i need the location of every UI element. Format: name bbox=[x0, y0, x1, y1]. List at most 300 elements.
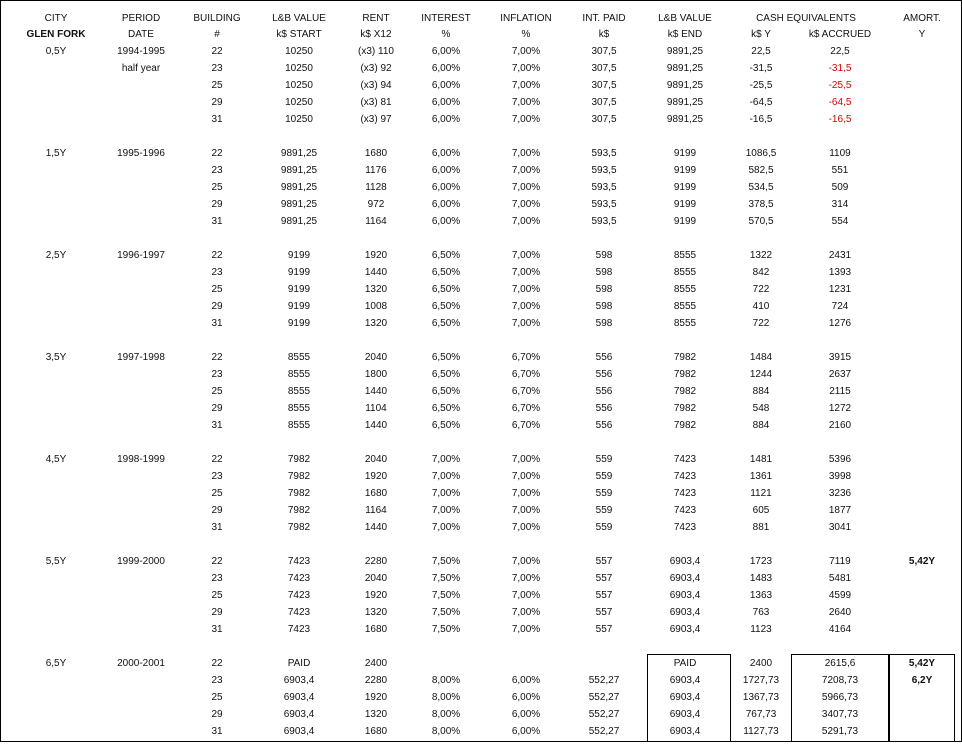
cell-rent: 1440 bbox=[364, 386, 388, 397]
cell-int-paid: 559 bbox=[595, 488, 613, 499]
cell-building: 25 bbox=[211, 284, 223, 295]
cell-cash-y: 534,5 bbox=[748, 182, 774, 193]
cell-building: 31 bbox=[211, 522, 223, 533]
cell-rent: 1320 bbox=[364, 709, 388, 720]
header-kend: k$ END bbox=[667, 29, 703, 40]
cell-lb-end: 8555 bbox=[673, 301, 697, 312]
cell-inflation: 7,00% bbox=[511, 97, 541, 108]
cell-int-paid: 307,5 bbox=[591, 97, 617, 108]
cell-inflation: 6,70% bbox=[511, 403, 541, 414]
cell-period-date: 1999-2000 bbox=[117, 556, 165, 567]
cell-cash-y: 1244 bbox=[749, 369, 773, 380]
cell-int-paid: 557 bbox=[595, 607, 613, 618]
cell-building: 22 bbox=[211, 250, 223, 261]
cell-building: 22 bbox=[211, 352, 223, 363]
cell-int-paid: 593,5 bbox=[591, 199, 617, 210]
cell-inflation: 7,00% bbox=[511, 522, 541, 533]
cell-rent: (x3) 110 bbox=[358, 46, 394, 57]
cell-cash-y: 842 bbox=[752, 267, 770, 278]
cell-period-date: 1995-1996 bbox=[117, 148, 165, 159]
cell-cash-y: 605 bbox=[752, 505, 770, 516]
table-row bbox=[1, 451, 961, 468]
cell-cash-y: 767,73 bbox=[745, 709, 777, 720]
cell-inflation bbox=[491, 655, 561, 672]
cell-cash-accrued: 2640 bbox=[828, 607, 852, 618]
cell-rent: 1128 bbox=[365, 182, 387, 193]
cell-int-paid: 307,5 bbox=[591, 63, 617, 74]
cell-lb-end: 6903,4 bbox=[669, 573, 701, 584]
cell-rent: 1440 bbox=[364, 267, 388, 278]
cell-lb-start: 7982 bbox=[287, 505, 311, 516]
cell-rent: 1104 bbox=[365, 403, 387, 414]
table-row bbox=[1, 502, 961, 519]
table-row bbox=[1, 485, 961, 502]
cell-int-paid: 559 bbox=[595, 505, 613, 516]
cell-cash-accrued: 3236 bbox=[828, 488, 852, 499]
cell-lb-end: 9199 bbox=[673, 182, 697, 193]
cell-cash-y: 884 bbox=[752, 420, 770, 431]
cell-cash-y: 1367,73 bbox=[742, 692, 780, 703]
cell-rent: 1008 bbox=[364, 301, 388, 312]
cell-building: 23 bbox=[211, 63, 223, 74]
cell-interest: 6,00% bbox=[431, 148, 461, 159]
table-row bbox=[1, 417, 961, 434]
cell-cash-accrued: -16,5 bbox=[828, 114, 852, 125]
cell-building: 23 bbox=[211, 369, 223, 380]
cell-int-paid: 598 bbox=[595, 284, 613, 295]
cell-rent: 2040 bbox=[364, 352, 388, 363]
cell-interest: 6,00% bbox=[431, 165, 461, 176]
table-row bbox=[1, 383, 961, 400]
cell-lb-end: 9891,25 bbox=[666, 114, 704, 125]
cell-interest: 8,00% bbox=[431, 692, 461, 703]
cell-city-period: 1,5Y bbox=[45, 148, 67, 159]
cell-period-date: 1997-1998 bbox=[117, 352, 165, 363]
cell-cash-y: 378,5 bbox=[748, 199, 774, 210]
cell-rent: 1320 bbox=[364, 607, 388, 618]
header-row-2 bbox=[1, 26, 961, 43]
header-row-1 bbox=[1, 10, 961, 27]
cell-interest: 6,50% bbox=[431, 284, 461, 295]
cell-inflation: 7,00% bbox=[511, 250, 541, 261]
cell-building: 22 bbox=[211, 454, 223, 465]
cell-building: 23 bbox=[211, 573, 223, 584]
cell-building: 22 bbox=[211, 556, 223, 567]
cell-building: 25 bbox=[211, 590, 223, 601]
cell-int-paid: 557 bbox=[595, 556, 613, 567]
cell-lb-end: 6903,4 bbox=[669, 556, 701, 567]
cell-inflation: 6,70% bbox=[511, 369, 541, 380]
cell-inflation: 7,00% bbox=[511, 318, 541, 329]
cell-inflation: 6,00% bbox=[511, 726, 541, 737]
table-row bbox=[1, 400, 961, 417]
cell-cash-accrued: 4599 bbox=[828, 590, 852, 601]
cell-building: 31 bbox=[211, 216, 223, 227]
cell-building: 23 bbox=[211, 471, 223, 482]
cell-inflation: 7,00% bbox=[511, 505, 541, 516]
cell-int-paid: 556 bbox=[595, 403, 613, 414]
cell-building: 23 bbox=[211, 675, 223, 686]
cell-cash-y: 722 bbox=[752, 318, 770, 329]
cell-interest: 6,00% bbox=[431, 114, 461, 125]
cell-interest: 6,00% bbox=[431, 63, 461, 74]
table-row bbox=[1, 213, 961, 230]
cell-cash-accrued: 1276 bbox=[828, 318, 852, 329]
cell-int-paid: 593,5 bbox=[591, 216, 617, 227]
cell-int-paid: 593,5 bbox=[591, 165, 617, 176]
cell-lb-start: 7423 bbox=[287, 573, 311, 584]
cell-lb-end: 9199 bbox=[673, 165, 697, 176]
header-building-num: # bbox=[214, 29, 220, 40]
cell-lb-start: 7982 bbox=[287, 522, 311, 533]
cell-cash-accrued: 5396 bbox=[828, 454, 852, 465]
table-row bbox=[1, 111, 961, 128]
table-row bbox=[1, 621, 961, 638]
cell-rent: 1440 bbox=[364, 420, 388, 431]
cell-interest: 6,50% bbox=[431, 301, 461, 312]
cell-cash-accrued: 1272 bbox=[828, 403, 852, 414]
cell-rent: 1164 bbox=[365, 505, 387, 516]
cell-rent: 1680 bbox=[364, 726, 388, 737]
cell-cash-accrued: 2115 bbox=[829, 386, 851, 397]
cell-lb-end: 6903,4 bbox=[669, 607, 701, 618]
cell-cash-accrued: 5966,73 bbox=[821, 692, 859, 703]
cell-lb-end: 9891,25 bbox=[666, 46, 704, 57]
cell-interest: 7,50% bbox=[431, 607, 461, 618]
cell-building: 29 bbox=[211, 607, 223, 618]
cell-inflation: 6,00% bbox=[511, 692, 541, 703]
cell-cash-y: 722 bbox=[752, 284, 770, 295]
cell-building: 22 bbox=[211, 46, 223, 57]
cell-inflation: 7,00% bbox=[511, 590, 541, 601]
cell-int-paid: 559 bbox=[595, 522, 613, 533]
cell-interest: 6,50% bbox=[431, 267, 461, 278]
cell-building: 31 bbox=[211, 726, 223, 737]
cell-int-paid: 307,5 bbox=[591, 80, 617, 91]
cell-building: 29 bbox=[211, 97, 223, 108]
cell-cash-accrued: 2637 bbox=[828, 369, 852, 380]
cell-cash-accrued: 3998 bbox=[828, 471, 852, 482]
cell-lb-end: 8555 bbox=[673, 250, 697, 261]
cell-city-period: 2,5Y bbox=[45, 250, 67, 261]
cell-inflation: 7,00% bbox=[511, 624, 541, 635]
cell-interest: 8,00% bbox=[431, 726, 461, 737]
header-int-paid-k: k$ bbox=[598, 29, 610, 40]
cell-building: 29 bbox=[211, 403, 223, 414]
cell-cash-accrued: 1109 bbox=[829, 148, 851, 159]
cell-inflation: 7,00% bbox=[511, 454, 541, 465]
cell-cash-accrued: 551 bbox=[831, 165, 849, 176]
cell-int-paid: 559 bbox=[595, 471, 613, 482]
cell-lb-start: 6903,4 bbox=[283, 675, 315, 686]
cell-lb-end: 8555 bbox=[673, 318, 697, 329]
cell-inflation: 7,00% bbox=[511, 199, 541, 210]
cell-lb-start: 9199 bbox=[287, 284, 311, 295]
header-rent: RENT bbox=[362, 13, 390, 24]
table-row bbox=[1, 570, 961, 587]
cell-cash-y: 2400 bbox=[749, 658, 773, 669]
cell-building: 23 bbox=[211, 267, 223, 278]
cell-lb-end: 9199 bbox=[673, 148, 697, 159]
cell-lb-end: 9891,25 bbox=[666, 63, 704, 74]
header-inflation-pct: % bbox=[521, 29, 531, 40]
cell-rent: 1920 bbox=[364, 250, 388, 261]
cell-lb-end: 8555 bbox=[673, 284, 697, 295]
cell-period-date: 1998-1999 bbox=[117, 454, 165, 465]
cell-interest: 6,00% bbox=[431, 182, 461, 193]
cell-cash-accrued: 5481 bbox=[828, 573, 852, 584]
cell-cash-y: 1484 bbox=[749, 352, 773, 363]
table-row bbox=[1, 349, 961, 366]
cell-inflation: 7,00% bbox=[511, 182, 541, 193]
cell-lb-start: 8555 bbox=[287, 352, 311, 363]
cell-lb-end: PAID bbox=[673, 658, 697, 669]
cell-cash-y: 1363 bbox=[749, 590, 773, 601]
cell-lb-start: 10250 bbox=[285, 80, 313, 91]
cell-inflation: 7,00% bbox=[511, 63, 541, 74]
cell-inflation: 7,00% bbox=[511, 165, 541, 176]
cell-inflation: 7,00% bbox=[511, 267, 541, 278]
cell-int-paid: 556 bbox=[595, 386, 613, 397]
cell-cash-accrued: 3407,73 bbox=[821, 709, 859, 720]
cell-cash-y: 1123 bbox=[750, 624, 772, 635]
cell-lb-end: 6903,4 bbox=[669, 692, 701, 703]
cell-interest: 6,50% bbox=[431, 369, 461, 380]
cell-rent: 972 bbox=[367, 199, 385, 210]
cell-cash-accrued: -25,5 bbox=[828, 80, 852, 91]
cell-int-paid: 557 bbox=[595, 590, 613, 601]
cell-period-date: 1996-1997 bbox=[117, 250, 165, 261]
table-row bbox=[1, 604, 961, 621]
cell-amortization: 5,42Y bbox=[908, 556, 936, 567]
table-row bbox=[1, 587, 961, 604]
cell-int-paid: 593,5 bbox=[591, 182, 617, 193]
cell-building: 22 bbox=[211, 658, 223, 669]
header-amort-y: Y bbox=[918, 29, 926, 40]
cell-interest: 7,50% bbox=[431, 573, 461, 584]
cell-rent: 1176 bbox=[365, 165, 387, 176]
cell-rent: (x3) 92 bbox=[360, 63, 392, 74]
cell-lb-start: 10250 bbox=[285, 97, 313, 108]
cell-lb-start: 9199 bbox=[287, 301, 311, 312]
cell-lb-end: 8555 bbox=[673, 267, 697, 278]
cell-city-period: 5,5Y bbox=[45, 556, 67, 567]
cell-building: 25 bbox=[211, 692, 223, 703]
table-row bbox=[1, 672, 961, 689]
cell-cash-y: 881 bbox=[752, 522, 770, 533]
cell-int-paid: 557 bbox=[595, 573, 613, 584]
cell-inflation: 7,00% bbox=[511, 114, 541, 125]
cell-rent: 1164 bbox=[365, 216, 387, 227]
header-cash-accrued: k$ ACCRUED bbox=[808, 29, 872, 40]
cell-inflation: 6,00% bbox=[511, 675, 541, 686]
cell-lb-start: 9199 bbox=[287, 267, 311, 278]
cell-cash-y: 1127,73 bbox=[743, 726, 779, 737]
header-cash-equivalents: CASH EQUIVALENTS bbox=[756, 13, 856, 24]
cell-period-note: half year bbox=[121, 63, 161, 74]
cell-interest: 7,00% bbox=[431, 488, 461, 499]
cell-cash-y: 1322 bbox=[749, 250, 773, 261]
cell-interest: 7,00% bbox=[431, 471, 461, 482]
cell-lb-end: 6903,4 bbox=[669, 726, 701, 737]
table-row bbox=[1, 43, 961, 60]
table-row bbox=[1, 519, 961, 536]
cell-building: 31 bbox=[211, 624, 223, 635]
header-date: DATE bbox=[128, 29, 154, 40]
cell-cash-y: 763 bbox=[752, 607, 770, 618]
cell-lb-start: 9891,25 bbox=[280, 182, 318, 193]
cell-cash-accrued: 7208,73 bbox=[821, 675, 859, 686]
cell-lb-start: 7982 bbox=[287, 454, 311, 465]
cell-lb-start: 10250 bbox=[285, 114, 313, 125]
cell-cash-y: 22,5 bbox=[751, 46, 771, 57]
cell-int-paid: 559 bbox=[595, 454, 613, 465]
cell-lb-start: 8555 bbox=[287, 369, 311, 380]
cell-cash-y: 1483 bbox=[749, 573, 773, 584]
cell-lb-start: 7982 bbox=[287, 471, 311, 482]
cell-lb-start: 8555 bbox=[287, 386, 311, 397]
cell-int-paid: 552,27 bbox=[588, 709, 620, 720]
cell-rent: 2280 bbox=[364, 556, 388, 567]
cell-lb-start: 7423 bbox=[287, 590, 311, 601]
cell-lb-end: 7423 bbox=[673, 505, 697, 516]
header-lb-end: L&B VALUE bbox=[658, 13, 712, 24]
cell-cash-y: 1121 bbox=[750, 488, 772, 499]
cell-int-paid: 593,5 bbox=[591, 148, 617, 159]
cell-cash-accrued: 7119 bbox=[829, 556, 851, 567]
cell-cash-y: 1723 bbox=[749, 556, 773, 567]
cell-rent: 1680 bbox=[364, 148, 388, 159]
cell-city-period: 4,5Y bbox=[45, 454, 67, 465]
header-interest-pct: % bbox=[441, 29, 451, 40]
cell-building: 31 bbox=[211, 318, 223, 329]
cell-rent: 1920 bbox=[364, 471, 388, 482]
cell-int-paid: 307,5 bbox=[591, 46, 617, 57]
cell-interest: 7,50% bbox=[431, 590, 461, 601]
cell-rent: 2400 bbox=[364, 658, 388, 669]
header-period: PERIOD bbox=[121, 13, 161, 24]
cell-lb-start: 9891,25 bbox=[280, 216, 318, 227]
header-amort: AMORT. bbox=[903, 13, 941, 24]
cell-rent: 1800 bbox=[364, 369, 388, 380]
header-kstart: k$ START bbox=[276, 29, 322, 40]
cell-lb-start: 6903,4 bbox=[283, 726, 315, 737]
table-row bbox=[1, 145, 961, 162]
cell-int-paid: 598 bbox=[595, 301, 613, 312]
header-cash-y: k$ Y bbox=[751, 29, 771, 40]
cell-inflation: 7,00% bbox=[511, 573, 541, 584]
header-interest: INTEREST bbox=[421, 13, 471, 24]
cell-cash-accrued: 1393 bbox=[828, 267, 852, 278]
cell-int-paid: 598 bbox=[595, 318, 613, 329]
table-row bbox=[1, 553, 961, 570]
cell-lb-end: 6903,4 bbox=[669, 709, 701, 720]
cell-cash-y: 1086,5 bbox=[745, 148, 777, 159]
cell-cash-accrued: 2160 bbox=[828, 420, 852, 431]
cell-cash-accrued: 2615,6 bbox=[824, 658, 856, 669]
cell-rent: 1680 bbox=[364, 624, 388, 635]
cell-cash-accrued: 3915 bbox=[828, 352, 852, 363]
cell-lb-end: 6903,4 bbox=[669, 624, 701, 635]
cell-rent: 1920 bbox=[364, 692, 388, 703]
cell-lb-start: 10250 bbox=[285, 46, 313, 57]
cell-rent: 2040 bbox=[364, 573, 388, 584]
cell-lb-end: 7982 bbox=[673, 386, 697, 397]
table-row bbox=[1, 264, 961, 281]
cell-lb-start: 7423 bbox=[287, 556, 311, 567]
cell-cash-accrued: 4164 bbox=[828, 624, 852, 635]
cell-lb-start: 7423 bbox=[287, 607, 311, 618]
cell-building: 29 bbox=[211, 301, 223, 312]
header-city: CITY bbox=[44, 13, 68, 24]
cell-building: 25 bbox=[211, 488, 223, 499]
cell-lb-start: 9199 bbox=[287, 250, 311, 261]
cell-lb-end: 6903,4 bbox=[669, 590, 701, 601]
cell-interest bbox=[413, 655, 479, 672]
cell-inflation: 7,00% bbox=[511, 471, 541, 482]
cell-cash-accrued: 22,5 bbox=[830, 46, 850, 57]
cell-cash-y: 410 bbox=[752, 301, 770, 312]
cell-period-date: 1994-1995 bbox=[117, 46, 165, 57]
cell-lb-end: 9891,25 bbox=[666, 80, 704, 91]
cell-cash-y: 582,5 bbox=[748, 165, 774, 176]
cell-interest: 6,00% bbox=[431, 80, 461, 91]
cell-cash-y: 884 bbox=[752, 386, 770, 397]
cell-interest: 7,50% bbox=[431, 624, 461, 635]
cell-lb-end: 7423 bbox=[673, 454, 697, 465]
cell-inflation: 7,00% bbox=[511, 556, 541, 567]
table-row bbox=[1, 179, 961, 196]
cell-inflation: 7,00% bbox=[511, 488, 541, 499]
cell-rent: 1320 bbox=[364, 284, 388, 295]
cell-lb-start: 9891,25 bbox=[280, 199, 318, 210]
table-row bbox=[1, 281, 961, 298]
cell-interest: 6,50% bbox=[431, 250, 461, 261]
cell-building: 31 bbox=[211, 420, 223, 431]
cell-interest: 8,00% bbox=[431, 709, 461, 720]
cell-building: 31 bbox=[211, 114, 223, 125]
cell-interest: 6,50% bbox=[431, 318, 461, 329]
cell-building: 25 bbox=[211, 80, 223, 91]
cell-int-paid: 556 bbox=[595, 352, 613, 363]
cell-lb-start: 7982 bbox=[287, 488, 311, 499]
cell-int-paid: 552,27 bbox=[588, 675, 620, 686]
cell-inflation: 7,00% bbox=[511, 301, 541, 312]
cell-interest: 8,00% bbox=[431, 675, 461, 686]
table-row bbox=[1, 723, 961, 740]
cell-rent: 1320 bbox=[364, 318, 388, 329]
table-row bbox=[1, 468, 961, 485]
cell-interest: 6,00% bbox=[431, 97, 461, 108]
cell-int-paid bbox=[567, 655, 641, 672]
cell-interest: 6,50% bbox=[431, 403, 461, 414]
cell-cash-y: 548 bbox=[752, 403, 770, 414]
cell-inflation: 7,00% bbox=[511, 607, 541, 618]
header-building: BUILDING bbox=[193, 13, 241, 24]
table-row bbox=[1, 77, 961, 94]
cell-rent: (x3) 97 bbox=[360, 114, 392, 125]
table-row bbox=[1, 162, 961, 179]
cell-lb-end: 7982 bbox=[673, 369, 697, 380]
cell-lb-start: 9199 bbox=[287, 318, 311, 329]
cell-building: 25 bbox=[211, 182, 223, 193]
cell-lb-end: 9199 bbox=[673, 199, 697, 210]
cell-lb-end: 7423 bbox=[673, 522, 697, 533]
cell-cash-accrued: 1877 bbox=[828, 505, 852, 516]
header-city-name: GLEN FORK bbox=[26, 29, 86, 40]
cell-interest: 6,50% bbox=[431, 420, 461, 431]
cell-cash-y: 1481 bbox=[749, 454, 773, 465]
